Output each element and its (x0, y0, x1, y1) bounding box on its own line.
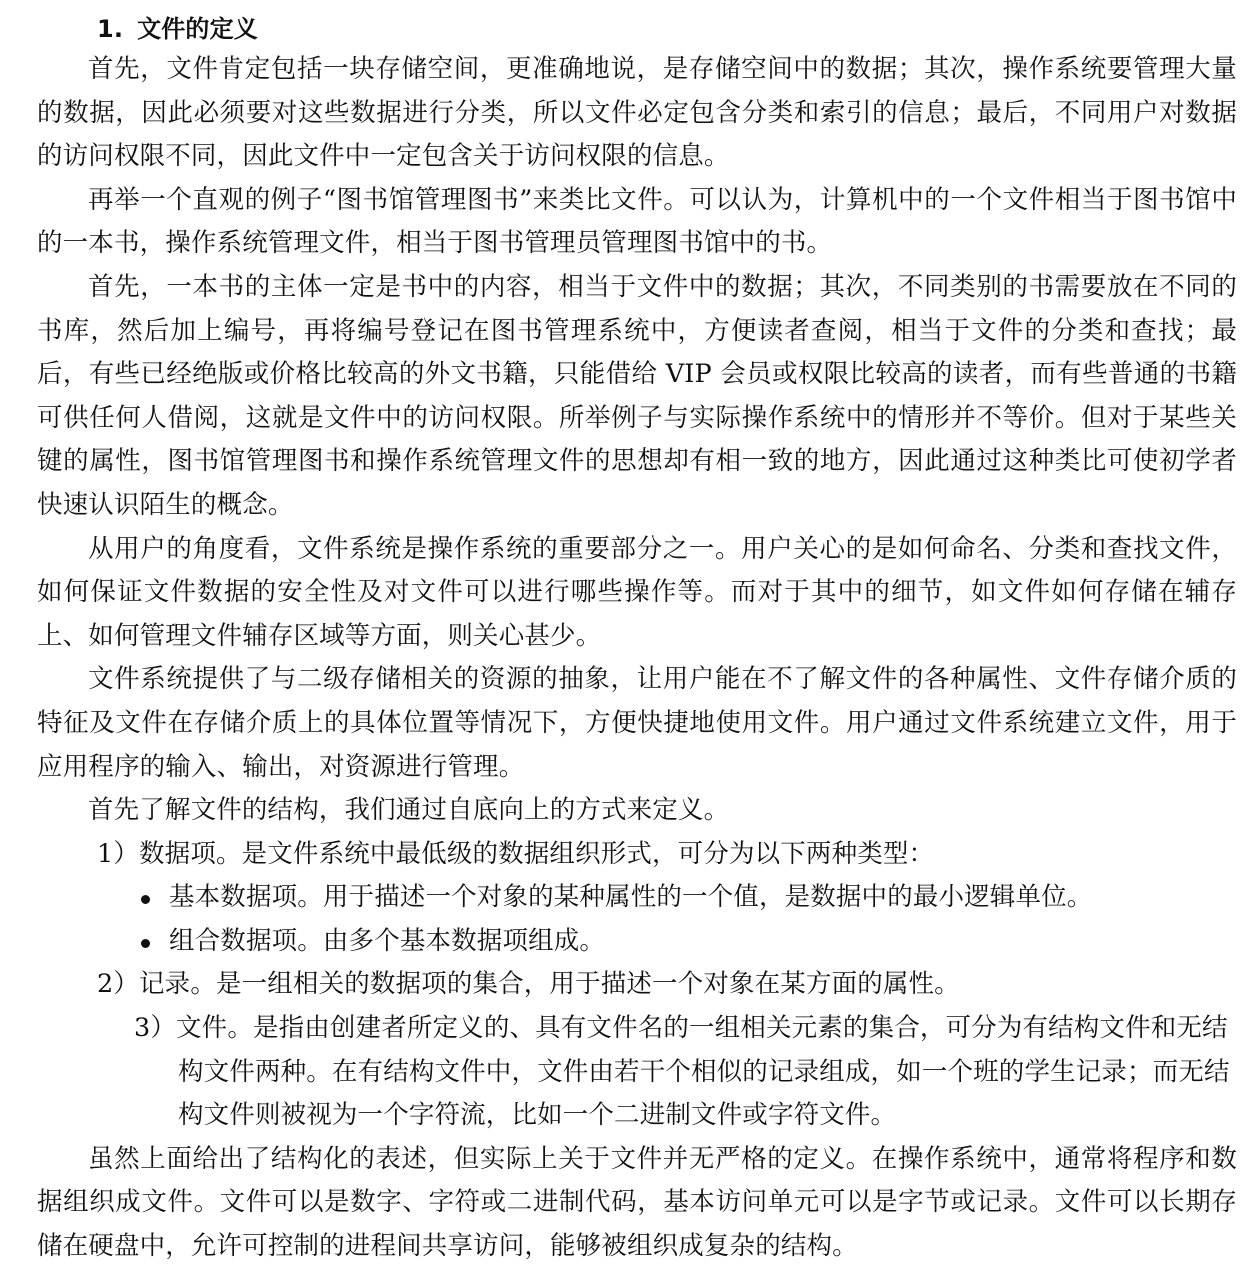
paragraph: 再举一个直观的例子“图书馆管理图书”来类比文件。可以认为，计算机中的一个文件相当于图书馆中的一本书，操作系统管理文件，相当于图书管理员管理图书馆中的书。 (37, 184, 1237, 259)
list-item-data-item: 1）数据项。是文件系统中最低级的数据组织形式，可分为以下两种类型： (97, 838, 935, 869)
paragraph: 文件系统提供了与二级存储相关的资源的抽象，让用户能在不了解文件的各种属性、文件存储介质的特征及文件在存储介质上的具体位置等情况下，方便快捷地使用文件。用户通过文件系统建立文件，用于应用程序的输入、输出，对资源进行管理。 (37, 664, 1237, 782)
numbered-list (37, 833, 1237, 1138)
section-heading (97, 10, 1237, 48)
bullet-list (139, 876, 1237, 963)
section-number: 1. (97, 15, 124, 43)
closing-paragraph: 虽然上面给出了结构化的表述，但实际上关于文件并无严格的定义。在操作系统中，通常将程序和数据组织成文件。文件可以是数字、字符或二进制代码，基本访问单元可以是字节或记录。文件可以长期存储在硬盘中，允许可控制的进程间共享访问，能够被组织成复杂的结构。 (37, 1143, 1237, 1262)
paragraph: 首先了解文件的结构，我们通过自底向上的方式来定义。 (88, 795, 730, 826)
paragraph: 从用户的角度看，文件系统是操作系统的重要部分之一。用户关心的是如何命名、分类和查找文件，如何保证文件数据的安全性及对文件可以进行哪些操作等。而对于其中的细节，如文件如何存储在辅存上、如何管理文件辅存区域等方面，则关心甚少。 (37, 533, 1237, 651)
bullet-item-composite-data-item: 组合数据项。由多个基本数据项组成。 (139, 920, 1237, 964)
bullet-item-basic-data-item: 基本数据项。用于描述一个对象的某种属性的一个值，是数据中的最小逻辑单位。 (139, 876, 1237, 920)
paragraph: 首先，一本书的主体一定是书中的内容，相当于文件中的数据；其次，不同类别的书需要放在不同的书库，然后加上编号，再将编号登记在图书管理系统中，方便读者查阅，相当于文件的分类和查找；最后，有些已经绝版或价格比较高的外文书籍，只能借给 VIP 会员或权限比较高的读者，而有些普通的书籍可供任何人借阅，这就是文件中的访问权限。所举例子与实际操作系统中的情形并不等价。但对于某些关键的属性，图书馆管理图书和操作系统管理文件的思想却有相一致的地方，因此通过这种类比可使初学者快速认识陌生的概念。 (37, 271, 1237, 520)
section-title: 文件的定义 (137, 15, 258, 43)
list-item-record: 2）记录。是一组相关的数据项的集合，用于描述一个对象在某方面的属性。 (97, 969, 960, 1000)
list-item-file: 3）文件。是指由创建者所定义的、具有文件名的一组相关元素的集合，可分为有结构文件和无结构文件两种。在有结构文件中，文件由若干个相似的记录组成，如一个班的学生记录；而无结构文件则被视为一个字符流，比如一个二进制文件或字符文件。 (134, 1013, 1230, 1131)
paragraph: 首先，文件肯定包括一块存储空间，更准确地说，是存储空间中的数据；其次，操作系统要管理大量的数据，因此必须要对这些数据进行分类，所以文件必定包含分类和索引的信息；最后，不同用户对数据的访问权限不同，因此文件中一定包含关于访问权限的信息。 (37, 54, 1237, 172)
